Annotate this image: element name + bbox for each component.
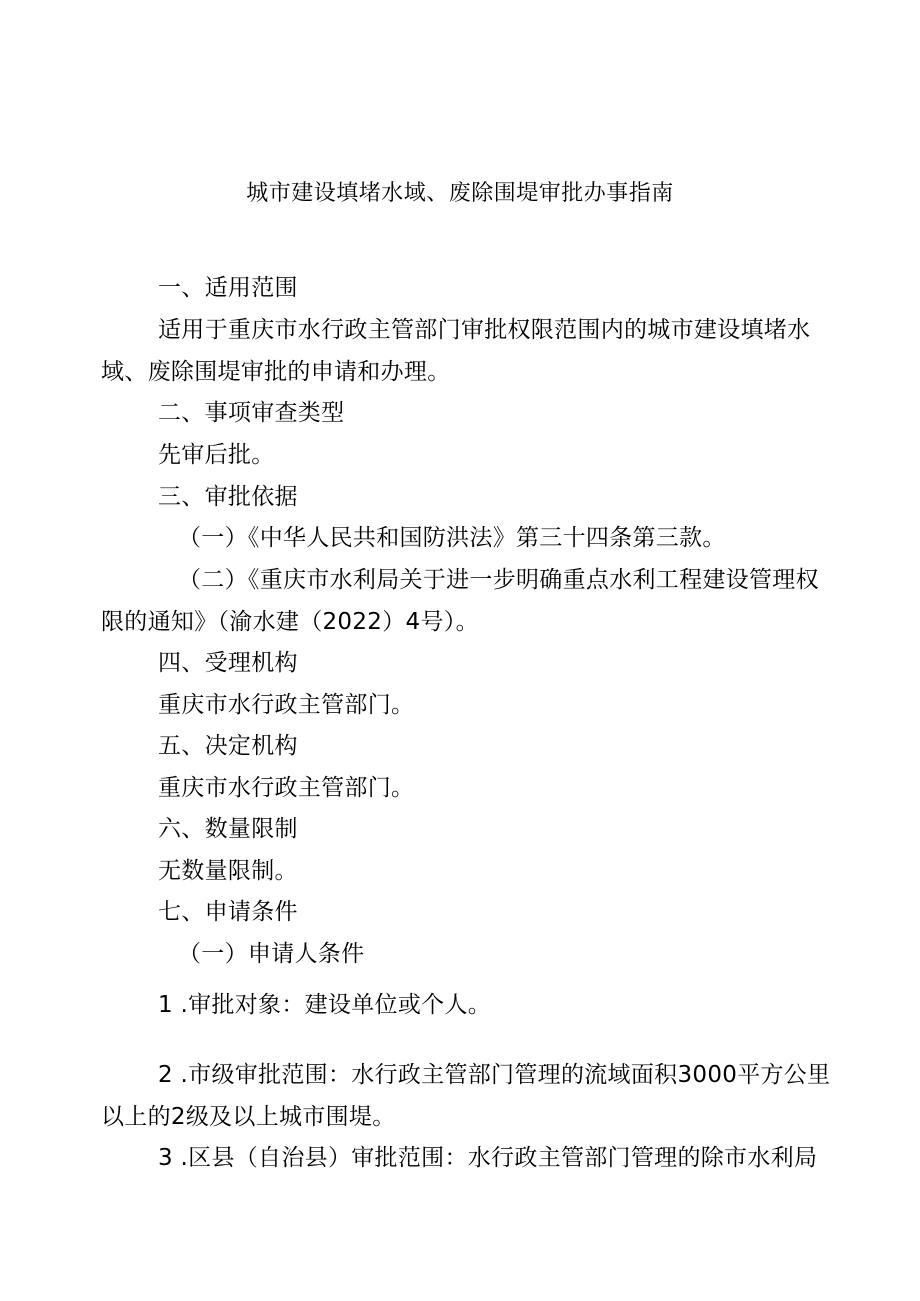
section-heading-basis: 三、审批依据 [158,484,298,510]
section-heading-review-type: 二、事项审查类型 [158,400,345,426]
list-item-1: 1 .审批对象：建设单位或个人。 [158,992,492,1018]
paragraph-scope-line-1: 适用于重庆市水行政主管部门审批权限范围内的城市建设填堵水 [158,317,811,343]
subheading-applicant-conditions: （一）申请人条件 [178,941,365,967]
paragraph-accepting-agency: 重庆市水行政主管部门。 [158,692,415,718]
paragraph-basis-2-line-2: 限的通知》（渝水建（2022）4号）。 [101,609,479,635]
paragraph-basis-2-line-1: （二）《重庆市水利局关于进一步明确重点水利工程建设管理权 [178,567,819,593]
section-heading-conditions: 七、申请条件 [158,899,298,925]
paragraph-deciding-agency: 重庆市水行政主管部门。 [158,775,415,801]
section-heading-deciding-agency: 五、决定机构 [158,733,298,759]
page-title: 城市建设填堵水域、废除围堤审批办事指南 [246,181,674,206]
list-item-2-line-2: 以上的2级及以上城市围堤。 [101,1104,396,1130]
paragraph-review-type: 先审后批。 [158,442,275,468]
list-item-3-line-1: 3 .区县（自治县）审批范围：水行政主管部门管理的除市水利局 [158,1145,818,1171]
paragraph-basis-1: （一）《中华人民共和国防洪法》第三十四条第三款。 [178,525,726,551]
section-heading-quantity-limit: 六、数量限制 [158,816,298,842]
paragraph-quantity-limit: 无数量限制。 [158,858,298,884]
paragraph-scope-line-2: 域、废除围堤审批的申请和办理。 [101,359,451,385]
list-item-2-line-1: 2 .市级审批范围：水行政主管部门管理的流域面积3000平方公里 [158,1062,831,1088]
section-heading-accepting-agency: 四、受理机构 [158,650,298,676]
section-heading-scope: 一、适用范围 [158,275,298,301]
